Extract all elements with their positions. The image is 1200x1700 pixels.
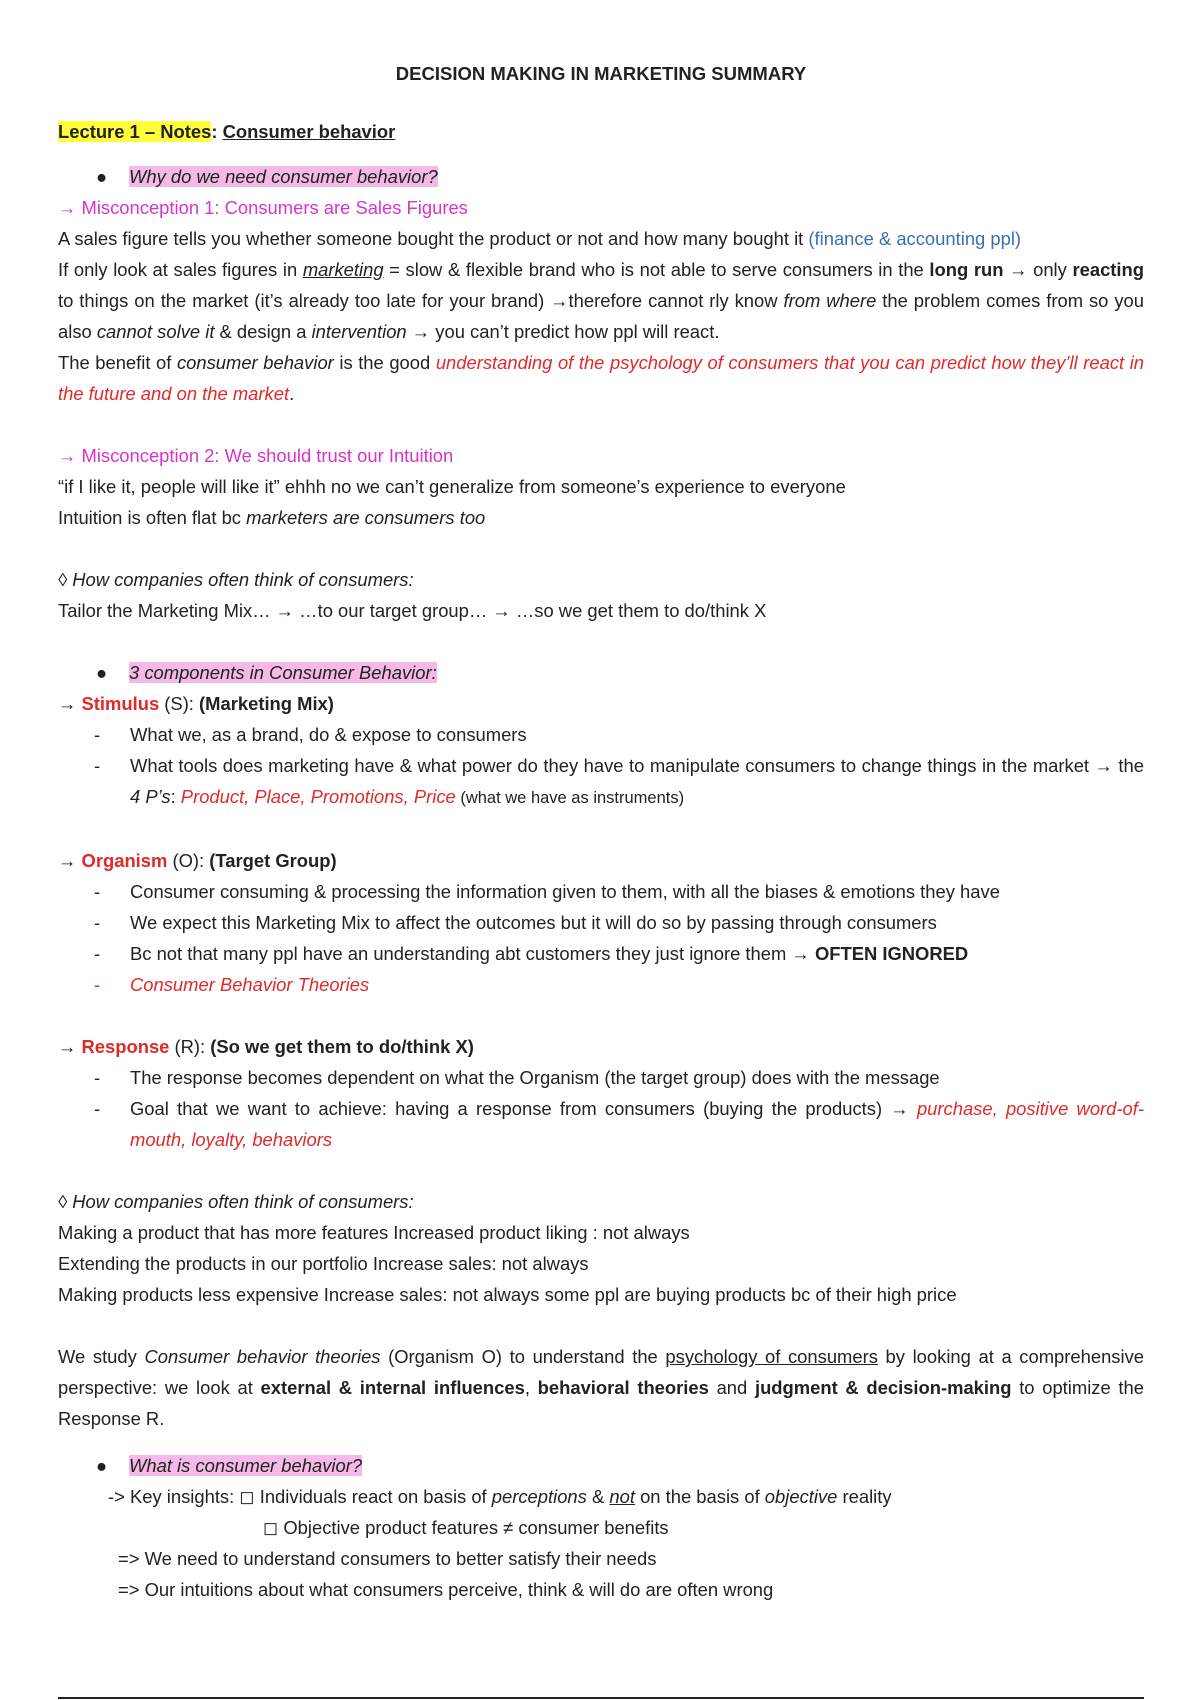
- misconception-1-heading: → Misconception 1: Consumers are Sales Figures: [58, 197, 468, 218]
- stimulus-heading: → Stimulus (S): (Marketing Mix): [58, 693, 334, 714]
- organism-heading: → Organism (O): (Target Group): [58, 850, 337, 871]
- page-title: DECISION MAKING IN MARKETING SUMMARY: [395, 63, 807, 84]
- lecture-heading: Lecture 1 – Notes: Consumer behavior: [58, 121, 396, 142]
- list-item: - We expect this Marketing Mix to affect the outcomes but it will do so by passing through consumers: [94, 912, 937, 933]
- think-heading-2: ◊ How companies often think of consumers:: [58, 1191, 414, 1212]
- think-heading-1: ◊ How companies often think of consumers:: [58, 569, 414, 590]
- list-item: - Goal that we want to achieve: having a response from consumers (buying the products) → purchase, positive word-of-mouth, loyalty, behaviors: [94, 1098, 1144, 1150]
- misconception-2-line1: “if I like it, people will like it” ehhh no we can’t generalize from someone’s experience to everyone: [58, 476, 846, 497]
- think-line-1: Tailor the Marketing Mix… → …to our target group… → …so we get them to do/think X: [58, 600, 767, 621]
- misconception-1-line3: The benefit of consumer behavior is the good understanding of the psychology of consumers that you can predict how they’ll react in the future and on the market.: [58, 352, 1145, 404]
- list-item: - The response becomes dependent on what the Organism (the target group) does with the message: [94, 1067, 940, 1088]
- bullet-components: ● 3 components in Consumer Behavior:: [96, 662, 437, 683]
- list-item: - Bc not that many ppl have an understanding abt customers they just ignore them → OFTEN IGNORED: [94, 943, 969, 964]
- list-item: - What tools does marketing have & what power do they have to manipulate consumers to change things in the market → the 4 P’s: Product, Place, Promotions, Price (what we have as instruments): [94, 755, 1144, 807]
- lecture-label: Lecture 1 – Notes: [58, 121, 212, 142]
- bullet-why: ● Why do we need consumer behavior?: [96, 166, 438, 187]
- think-2-line2: Extending the products in our portfolio Increase sales: not always: [58, 1253, 589, 1274]
- misconception-2-heading: → Misconception 2: We should trust our Intuition: [58, 445, 454, 466]
- lecture-topic: Consumer behavior: [222, 121, 396, 142]
- key-insights-line2: ◻ Objective product features ≠ consumer benefits: [263, 1517, 669, 1538]
- response-heading: → Response (R): (So we get them to do/think X): [58, 1036, 474, 1057]
- key-insights-line1: -> Key insights: ◻ Individuals react on basis of perceptions & not on the basis of objective reality: [108, 1486, 892, 1507]
- list-item: - Consumer consuming & processing the information given to them, with all the biases & emotions they have: [94, 881, 1000, 902]
- think-2-line3: Making products less expensive Increase sales: not always some ppl are buying products bc of their high price: [58, 1284, 957, 1305]
- misconception-1-line2: If only look at sales figures in marketing = slow & flexible brand who is not able to serve consumers in the long run → only reacting to things on the market (it’s already too late for your brand) →therefore cannot rly know from where the problem comes from so you also cannot solve it & design a intervention → you can’t predict how ppl will react.: [58, 259, 1145, 342]
- key-insights-line3: => We need to understand consumers to better satisfy their needs: [118, 1548, 657, 1569]
- think-2-line1: Making a product that has more features Increased product liking : not always: [58, 1222, 690, 1243]
- misconception-2-line2: Intuition is often flat bc marketers are consumers too: [58, 507, 486, 528]
- page-bottom-rule: [58, 1697, 1144, 1699]
- document-content: [58, 58, 1144, 1605]
- list-item: - What we, as a brand, do & expose to consumers: [94, 724, 527, 745]
- bullet-what-is: ● What is consumer behavior?: [96, 1455, 363, 1476]
- key-insights-line4: => Our intuitions about what consumers perceive, think & will do are often wrong: [118, 1579, 774, 1600]
- list-item: - Consumer Behavior Theories: [94, 974, 370, 995]
- study-paragraph: We study Consumer behavior theories (Organism O) to understand the psychology of consumers by looking at a comprehensive perspective: we look at external & internal influences, behavioral theories and judgment & decision-making to optimize the Response R.: [58, 1346, 1145, 1429]
- misconception-1-line1: A sales figure tells you whether someone bought the product or not and how many bought it (finance & accounting ppl): [58, 228, 1022, 249]
